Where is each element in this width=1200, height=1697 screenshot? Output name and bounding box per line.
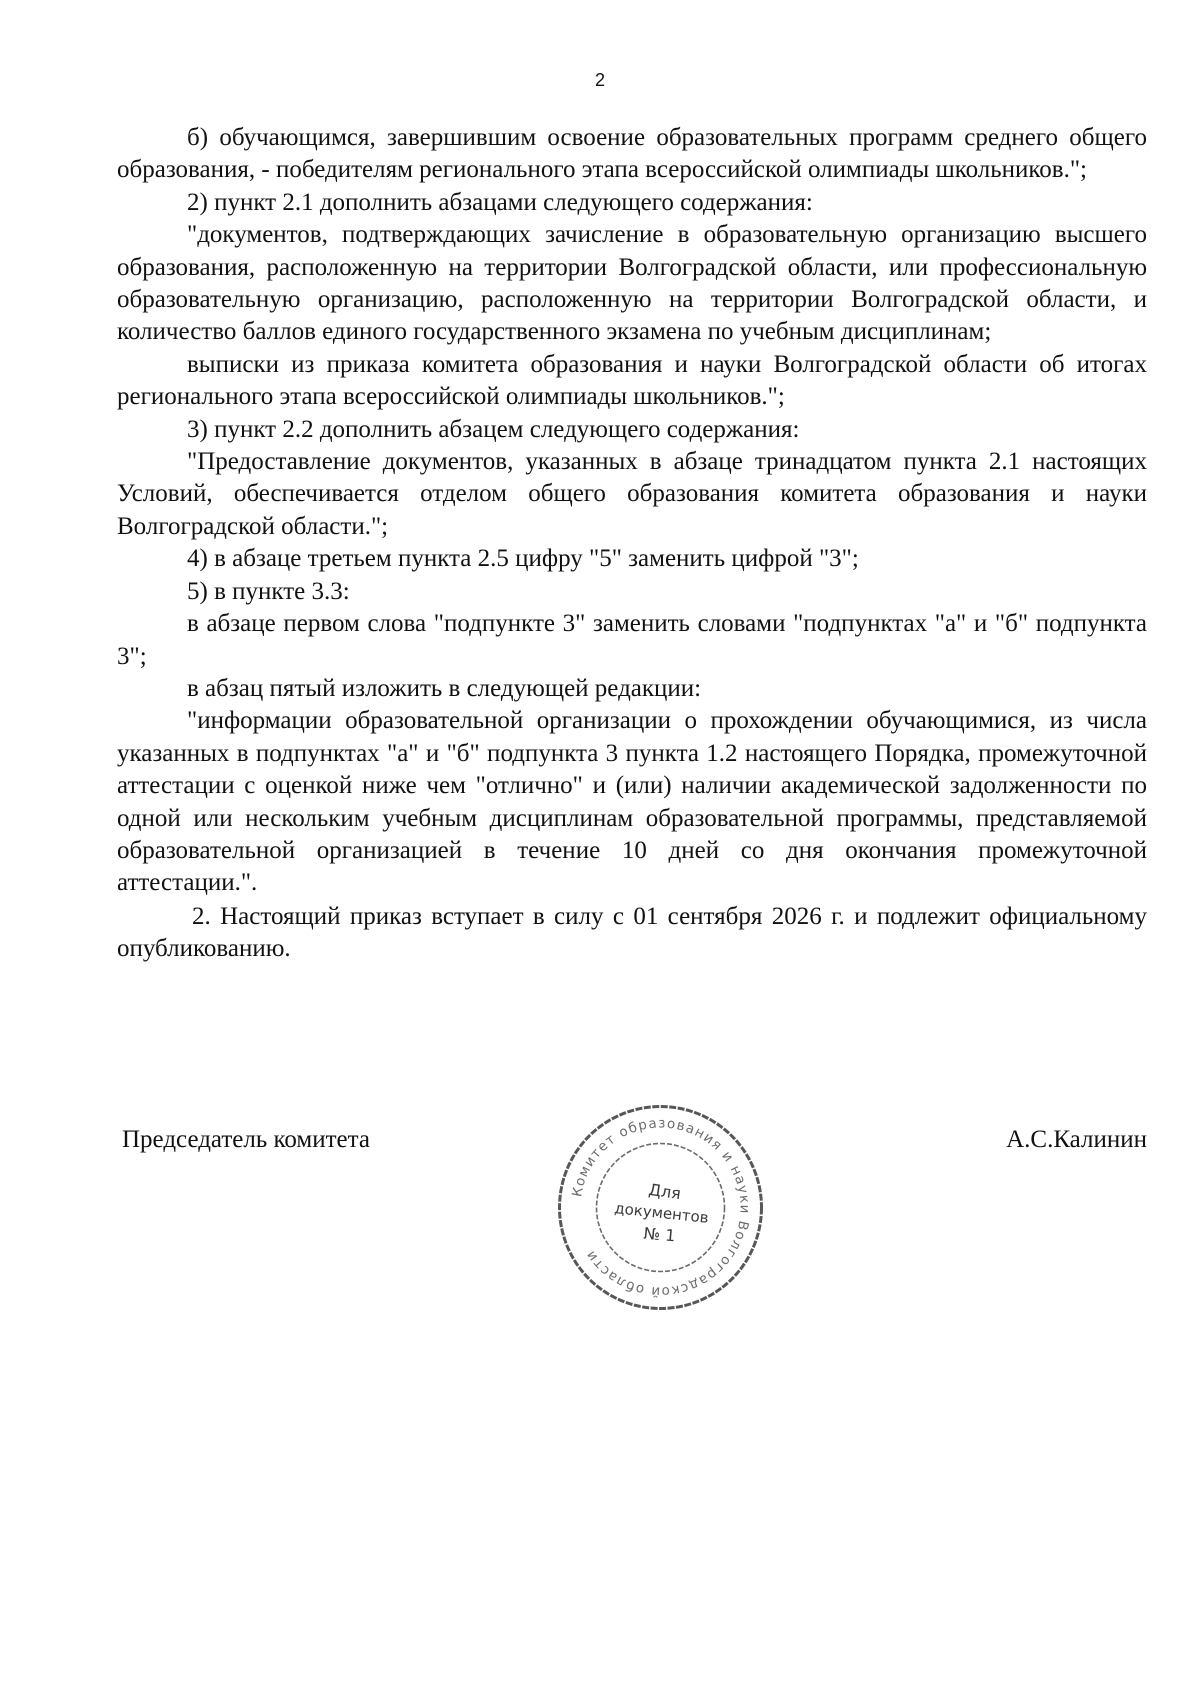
paragraph-fifth-abzac-header: в абзац пятый изложить в следующей редакции: (187, 674, 702, 702)
paragraph-attestation-info: "информации образовательной организации о прохождении обучающимися, из числа указанных в подпунктах "а" и "б" подпункта 3 пункта 1.2 настоящего Порядка, промежуточной аттестации с оценкой ниже чем "отлично" и (или) наличии академической задолженности по одной или нескольким учебным дисциплинам образовательной программы, представляемой образовательной организацией в течение 10 дней со дня окончания промежуточной аттестации.". (117, 707, 1147, 897)
stamp-ring-text: Комитет образования и науки Волгоградской области (569, 1115, 753, 1300)
paragraph-documents-enrollment: "документов, подтверждающих зачисление в образовательную организацию высшего образования, расположенную на территории Волгоградской области, или профессиональную образовательную организацию, расположенную на территории Волгоградской области, и количество баллов единого государственного экзамена по учебным дисциплинам; (117, 221, 1147, 346)
stamp-center-line-1: Для (647, 1179, 683, 1204)
paragraph-b-graduates: б) обучающимся, завершившим освоение образовательных программ среднего общего образования, - победителям регионального этапа всероссийской олимпиады школьников."; (117, 124, 1147, 184)
paragraph-first-abzac-change: в абзаце первом слова "подпункте 3" заменить словами "подпунктах "а" и "б" подпункта 3"; (117, 610, 1147, 670)
page-number: 2 (594, 70, 605, 90)
stamp-center-line-2: документов (613, 1199, 710, 1227)
stamp-center-line-3: № 1 (642, 1223, 677, 1246)
signatory-position: Председатель комитета (122, 1126, 370, 1153)
paragraph-item-4: 4) в абзаце третьем пункта 2.5 цифру "5" заменить цифрой "3"; (187, 545, 859, 573)
paragraph-item-2: 2) пункт 2.1 дополнить абзацами следующего содержания: (187, 188, 813, 216)
official-seal-stamp (553, 1100, 768, 1315)
document-body (117, 122, 1147, 966)
signatory-name: А.С.Калинин (1006, 1126, 1147, 1153)
paragraph-item-5: 5) в пункте 3.3: (187, 577, 350, 605)
paragraph-item-3: 3) пункт 2.2 дополнить абзацем следующего содержания: (187, 415, 800, 443)
paragraph-entry-into-force: 2. Настоящий приказ вступает в силу с 01 сентября 2026 г. и подлежит официальному опубликованию. (117, 902, 1147, 963)
paragraph-documents-provision: "Предоставление документов, указанных в абзаце тринадцатом пункта 2.1 настоящих Условий, обеспечивается отделом общего образования комитета образования и науки Волгоградской области."; (117, 448, 1147, 540)
paragraph-olympiad-extract: выписки из приказа комитета образования и науки Волгоградской области об итогах регионального этапа всероссийской олимпиады школьников."; (117, 350, 1147, 411)
